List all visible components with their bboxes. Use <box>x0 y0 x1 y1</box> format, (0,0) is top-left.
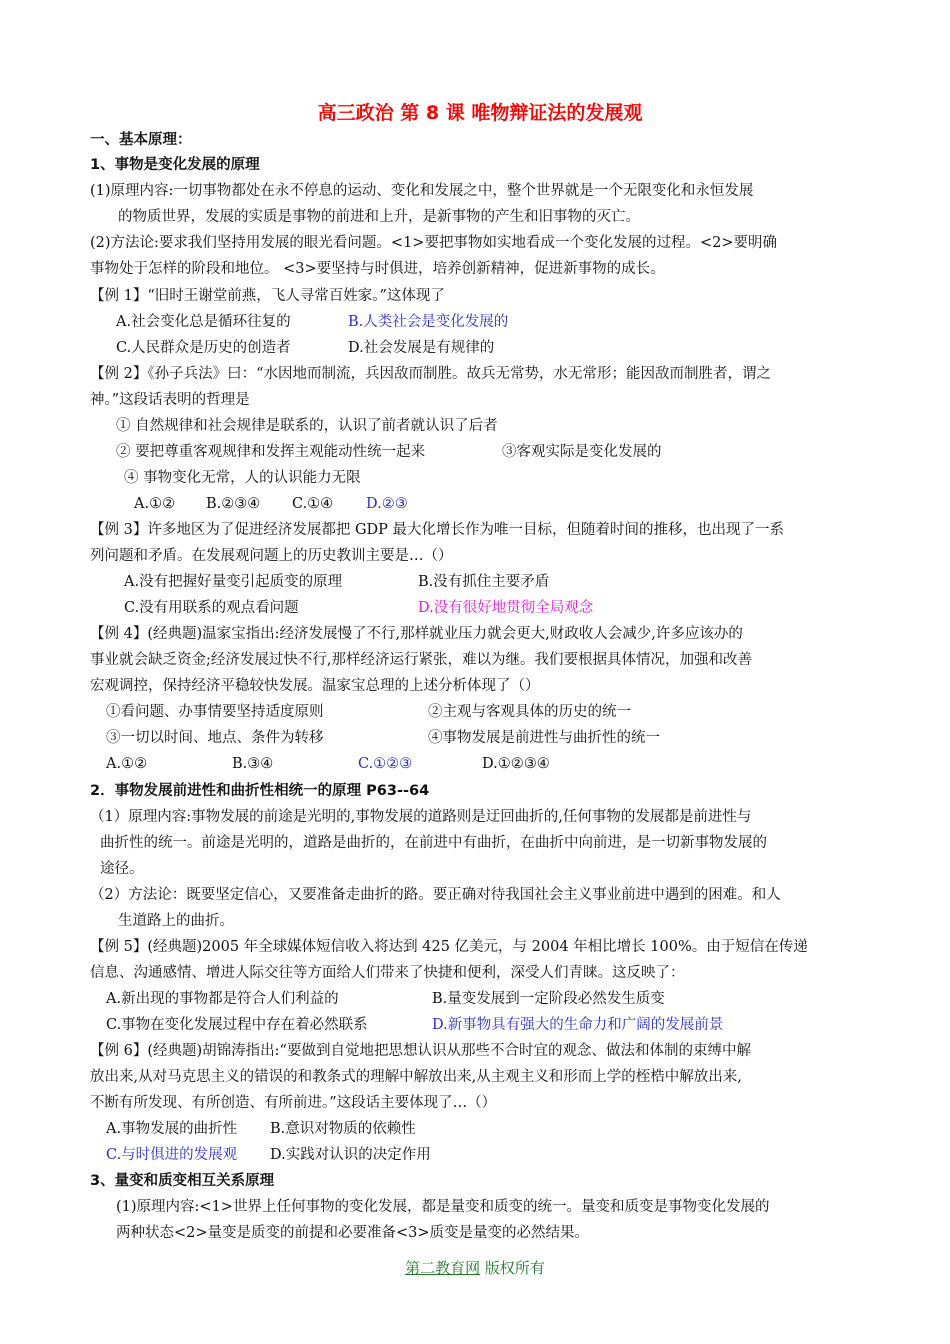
example-6-options-row <box>106 1119 876 1139</box>
principle-3-heading: 3、量变和质变相互关系原理 <box>90 1173 275 1189</box>
principle-1-method-line: (2)方法论:要求我们坚持用发展的眼光看问题。<1>要把事物如实地看成一个变化发展的过程。<2>要明确 <box>90 235 777 251</box>
principle-1-content-line: 的物质世界，发展的实质是事物的前进和上升，是新事物的产生和旧事物的灭亡。 <box>118 209 640 225</box>
option-c: C.事物在变化发展过程中存在着必然联系 <box>106 1017 368 1033</box>
option-a: A.①② <box>134 496 176 512</box>
option-d-answer: D.②③ <box>366 496 408 512</box>
example-2-stem-line: 神。”这段话表明的哲理是 <box>90 392 250 408</box>
example-4-stem-line: 【例 4】(经典题)温家宝指出:经济发展慢了不行,那样就业压力就会更大,财政收人会减少,许多应该办的 <box>90 626 743 642</box>
example-6-options-row <box>106 1145 876 1165</box>
example-6-stem-line: 放出来,从对马克思主义的错误的和教条式的理解中解放出来,从主观主义和形而上学的桎梏中解放出来, <box>90 1069 742 1085</box>
example-5-options-row <box>106 1015 876 1035</box>
option-a: A.社会变化总是循环往复的 <box>116 314 291 330</box>
example-4-statement: ①看问题、办事情要坚持适度原则 <box>106 704 324 720</box>
example-2-statements-row <box>116 442 876 462</box>
example-2-statement: ③客观实际是变化发展的 <box>502 444 662 460</box>
example-4-statement: ④事物发展是前进性与曲折性的统一 <box>428 730 660 746</box>
example-2-statement: ① 自然规律和社会规律是联系的，认识了前者就认识了后者 <box>116 418 498 434</box>
example-3-stem-line: 列问题和矛盾。在发展观问题上的历史教训主要是…（） <box>90 548 453 564</box>
option-b: B.意识对物质的依赖性 <box>270 1121 416 1137</box>
footer-rights-text: 版权所有 <box>480 1259 545 1277</box>
option-d-answer: D.新事物具有强大的生命力和广阔的发展前景 <box>432 1017 724 1033</box>
option-d: D.实践对认识的决定作用 <box>270 1147 431 1163</box>
example-3-stem-line: 【例 3】许多地区为了促进经济发展都把 GDP 最大化增长作为唯一目标，但随着时间的推移，也出现了一系 <box>90 522 785 538</box>
principle-2-content-line: 曲折性的统一。前途是光明的，道路是曲折的，在前进中有曲折，在曲折中向前进，是一切新事物发展的 <box>100 835 767 851</box>
option-c: C.①④ <box>292 496 334 512</box>
option-c-answer: C.①②③ <box>358 756 413 772</box>
principle-2-content-line: （1）原理内容:事物发展的前途是光明的,事物发展的道路则是迂回曲折的,任何事物的发展都是前进性与 <box>90 809 752 825</box>
example-4-options-row <box>106 754 876 774</box>
example-5-stem-line: 【例 5】(经典题)2005 年全球媒体短信收入将达到 425 亿美元，与 2004 年相比增长 100%。由于短信在传递 <box>90 939 808 955</box>
option-d: D.社会发展是有规律的 <box>348 340 495 356</box>
example-2-options-row <box>134 494 874 514</box>
example-3-options-row <box>124 598 874 618</box>
option-a: A.①② <box>106 756 148 772</box>
principle-2-content-line: 途径。 <box>100 861 144 877</box>
example-4-statement: ③一切以时间、地点、条件为转移 <box>106 730 324 746</box>
option-b: B.③④ <box>232 756 274 772</box>
example-1-stem: 【例 1】“旧时王谢堂前燕，飞人寻常百姓家。”这体现了 <box>90 288 445 304</box>
option-d-answer: D.没有很好地贯彻全局观念 <box>418 600 594 616</box>
example-5-stem-line: 信息、沟通感情、增进人际交往等方面给人们带来了快捷和便利，深受人们青睐。这反映了： <box>90 965 685 981</box>
example-5-options-row <box>106 989 876 1009</box>
option-b: B.量变发展到一定阶段必然发生质变 <box>432 991 665 1007</box>
page-footer <box>0 1257 950 1278</box>
principle-1-method-line: 事物处于怎样的阶段和地位。 <3>要坚持与时俱进，培养创新精神，促进新事物的成长。 <box>90 261 665 277</box>
option-b-answer: B.人类社会是变化发展的 <box>348 314 509 330</box>
example-2-stem-line: 【例 2】《孙子兵法》曰：“水因地而制流，兵因敌而制胜。故兵无常势，水无常形；能因敌而制胜者，谓之 <box>90 366 771 382</box>
option-a: A.新出现的事物都是符合人们利益的 <box>106 991 339 1007</box>
example-4-stem-line: 事业就会缺乏资金;经济发展过快不行,那样经济运行紧张，难以为继。我们要根据具体情况，加强和改善 <box>90 652 752 668</box>
option-a: A.没有把握好量变引起质变的原理 <box>124 574 343 590</box>
principle-1-content-line: (1)原理内容:一切事物都处在永不停息的运动、变化和发展之中，整个世界就是一个无限变化和永恒发展 <box>90 183 754 199</box>
option-d: D.①②③④ <box>482 756 550 772</box>
section-heading: 一、基本原理： <box>90 132 192 148</box>
principle-3-content-line: 两种状态<2>量变是质变的前提和必要准备<3>质变是量变的必然结果。 <box>116 1225 590 1241</box>
option-c-answer: C.与时俱进的发展观 <box>106 1147 238 1163</box>
example-1-options-row <box>116 338 876 358</box>
footer-site-link[interactable]: 第二教育网 <box>405 1259 481 1277</box>
example-4-statements-row <box>106 702 876 722</box>
example-2-statement: ② 要把尊重客观规律和发挥主观能动性统一起来 <box>116 444 426 460</box>
example-6-stem-line: 不断有所发现、有所创造、有所前进。”这段话主要体现了…（） <box>90 1095 497 1111</box>
example-4-statements-row <box>106 728 876 748</box>
example-3-options-row <box>124 572 874 592</box>
example-4-statement: ②主观与客观具体的历史的统一 <box>428 704 631 720</box>
option-a: A.事物发展的曲折性 <box>106 1121 238 1137</box>
principle-2-heading: 2．事物发展前进性和曲折性相统一的原理 P63--64 <box>90 783 430 799</box>
example-4-stem-line: 宏观调控，保持经济平稳较快发展。温家宝总理的上述分析体现了（） <box>90 678 540 694</box>
example-1-options-row <box>116 312 876 332</box>
option-c: C.没有用联系的观点看问题 <box>124 600 299 616</box>
option-c: C.人民群众是历史的创造者 <box>116 340 291 356</box>
principle-1-heading: 1、事物是变化发展的原理 <box>90 157 260 173</box>
principle-2-method-line: （2）方法论：既要坚定信心，又要准备走曲折的路。要正确对待我国社会主义事业前进中遇到的困难。和人 <box>90 887 781 903</box>
example-6-stem-line: 【例 6】(经典题)胡锦涛指出:“要做到自觉地把思想认识从那些不合时宜的观念、做法和体制的束缚中解 <box>90 1043 751 1059</box>
option-b: B.没有抓住主要矛盾 <box>418 574 550 590</box>
principle-2-method-line: 生道路上的曲折。 <box>118 913 234 929</box>
principle-3-content-line: (1)原理内容:<1>世界上任何事物的变化发展，都是量变和质变的统一。量变和质变是事物变化发展的 <box>116 1199 770 1215</box>
option-b: B.②③④ <box>206 496 261 512</box>
page-title: 高三政治 第 8 课 唯物辩证法的发展观 <box>317 102 643 124</box>
example-2-statement: ④ 事物变化无常，人的认识能力无限 <box>124 470 361 486</box>
